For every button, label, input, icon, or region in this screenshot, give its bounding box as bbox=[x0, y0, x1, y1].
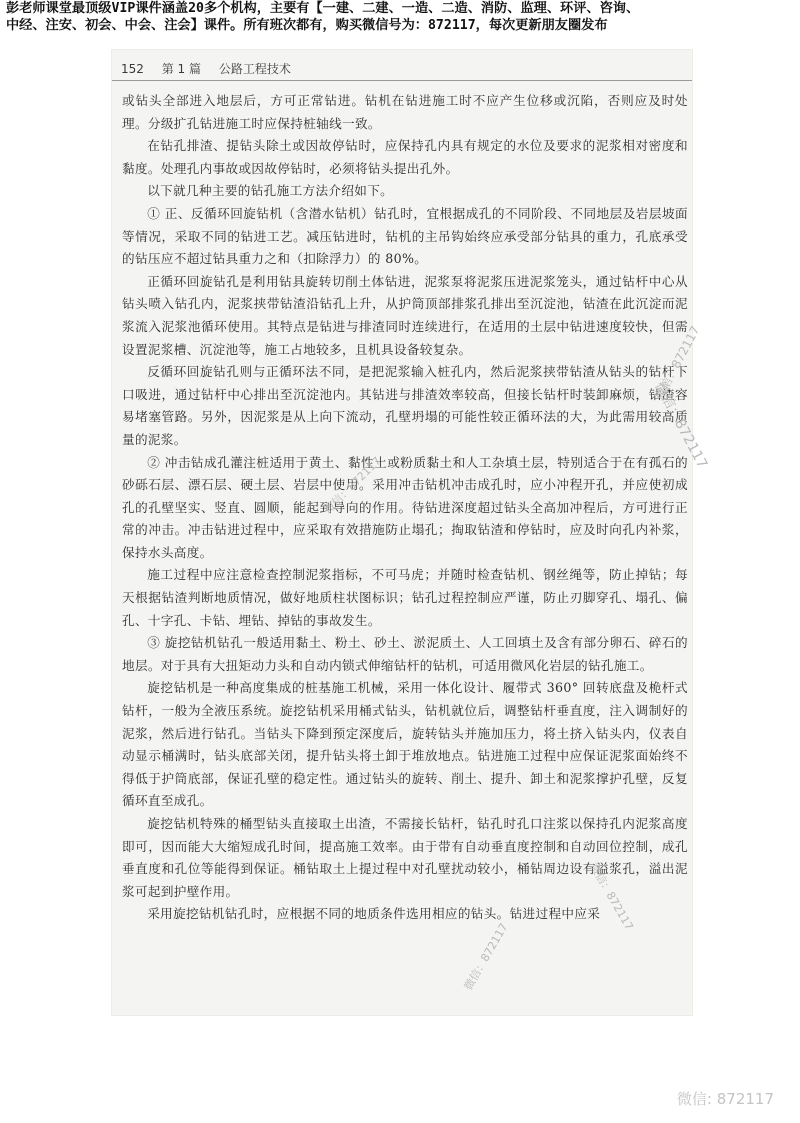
paragraph: 旋挖钻机特殊的桶型钻头直接取土出渣，不需接长钻杆，钻孔时孔口注浆以保持孔内泥浆高度即可，因而能大大缩短成孔时间，提高施工效率。由于带有自动垂直度控制和自动回位控制，成孔垂直度和孔位等能得到保证。桶钻取土上提过程中对孔壁扰动较小，桶钻周边设有溢浆孔，溢出泥浆可起到护壁作用。 bbox=[122, 816, 688, 899]
page-number: 152 bbox=[121, 62, 144, 76]
header-divider bbox=[112, 80, 692, 81]
chapter-title: 公路工程技术 bbox=[218, 62, 291, 76]
paragraph: ① 正、反循环回旋钻机（含潜水钻机）钻孔时，宜根据成孔的不同阶段、不同地层及岩层坡面等情况，采取不同的钻进工艺。减压钻进时，钻机的主吊钩始终应承受部分钻具的重力，孔底承受的钻压应不超过钻具重力之和（扣除浮力）的 80%。 bbox=[122, 205, 688, 267]
paragraph: 旋挖钻机是一种高度集成的桩基施工机械，采用一体化设计、履带式 360° 回转底盘及桅杆式钻杆，一般为全液压系统。旋挖钻机采用桶式钻头，钻机就位后，调整钻杆垂直度，注入调制好的泥浆，然后进行钻孔。当钻头下降到预定深度后，旋转钻头并施加压力，将土挤入钻头内，仪表自动显示桶满时，钻头底部关闭，提升钻头将土卸于堆放地点。钻进施工过程中应保证泥浆面始终不得低于护筒底部，保证孔壁的稳定性。通过钻头的旋转、削土、提升、卸土和泥浆撑护孔壁，反复循环直至成孔。 bbox=[122, 680, 688, 809]
part-label: 第 1 篇 bbox=[161, 62, 201, 76]
body-text bbox=[122, 90, 688, 926]
paragraph: 或钻头全部进入地层后，方可正常钻进。钻机在钻进施工时不应产生位移或沉陷，否则应及时处理。分级扩孔钻进施工时应保持桩轴线一致。 bbox=[122, 93, 688, 131]
paragraph: 在钻孔排渣、提钻头除土或因故停钻时，应保持孔内具有规定的水位及要求的泥浆相对密度和黏度。处理孔内事故或因故停钻时，必须将钻头提出孔外。 bbox=[122, 138, 688, 176]
watermark-right-upper-2: 微信：872117 bbox=[651, 379, 711, 472]
paragraph: ③ 旋挖钻机钻孔一般适用黏土、粉土、砂土、淤泥质土、人工回填土及含有部分卵石、碎石的地层。对于具有大扭矩动力头和自动内锁式伸缩钻杆的钻机，可适用微风化岩层的钻孔施工。 bbox=[122, 635, 688, 673]
paragraph: 以下就几种主要的钻孔施工方法介绍如下。 bbox=[147, 183, 394, 199]
paragraph: 施工过程中应注意检查控制泥浆指标，不可马虎；并随时检查钻机、钢丝绳等，防止掉钻；每天根据钻渣判断地质情况，做好地质柱状图标识；钻孔过程控制应严谨，防止刃脚穿孔、塌孔、偏孔、十字孔、卡钻、埋钻、掉钻的事故发生。 bbox=[122, 567, 688, 628]
watermark-right-upper: 微信：872117 bbox=[651, 323, 703, 403]
promo-line-2: 中经、注安、初会、中会、注会】课件。所有班次都有，购买微信号为：872117，每次更新朋友圈发布 bbox=[6, 18, 608, 33]
paragraph: ② 冲击钻成孔灌注桩适用于黄土、黏性土或粉质黏土和人工杂填土层，特别适合于在有孤石的砂砾石层、漂石层、硬土层、岩层中使用。采用冲击钻机冲击成孔时，应小冲程开孔，并应使初成孔的孔壁坚实、竖直、圆顺，能起到导向的作用。待钻进深度超过钻头全高加冲程后，方可进行正常的冲击。冲击钻进过程中，应采取有效措施防止塌孔；掏取钻渣和停钻时，应及时向孔内补浆，保持水头高度。 bbox=[122, 454, 688, 560]
paragraph: 采用旋挖钻机钻孔时，应根据不同的地质条件选用相应的钻头。钻进过程中应采 bbox=[147, 906, 601, 922]
watermark-lower-left: 微信：872117 bbox=[461, 921, 511, 993]
paragraph: 反循环回旋钻孔则与正循环法不同，是把泥浆输入桩孔内，然后泥浆挟带钻渣从钻头的钻杆下口吸进，通过钻杆中心排出至沉淀池内。其钻进与排渣效率较高，但接长钻杆时装卸麻烦，钻渣容易堵塞管路。另外，因泥浆是从上向下流动，孔壁坍塌的可能性较正循环法的大，为此需用较高质量的泥浆。 bbox=[122, 364, 688, 447]
promo-banner bbox=[6, 0, 796, 34]
watermark-bottom-right: 微信: 872117 bbox=[676, 1090, 774, 1108]
watermark-center: 微信：872117 bbox=[321, 454, 384, 517]
paragraph: 正循环回旋钻孔是利用钻具旋转切削土体钻进，泥浆泵将泥浆压进泥浆笼头，通过钻杆中心从钻头喷入钻孔内，泥浆挟带钻渣沿钻孔上升，从护筒顶部排浆孔排出至沉淀池，钻渣在此沉淀而泥浆流入泥浆池循环使用。其特点是钻进与排渣同时连续进行，在适用的土层中钻进速度较快，但需设置泥浆槽、沉淀池等，施工占地较多，且机具设备较复杂。 bbox=[122, 273, 688, 357]
watermark-lower-right: 微信：872117 bbox=[587, 861, 636, 933]
running-head bbox=[121, 60, 692, 77]
promo-line-1: 彭老师课堂最顶级VIP课件涵盖20多个机构，主要有【一建、二建、一造、二造、消防、监理、环评、咨询、 bbox=[6, 1, 640, 16]
